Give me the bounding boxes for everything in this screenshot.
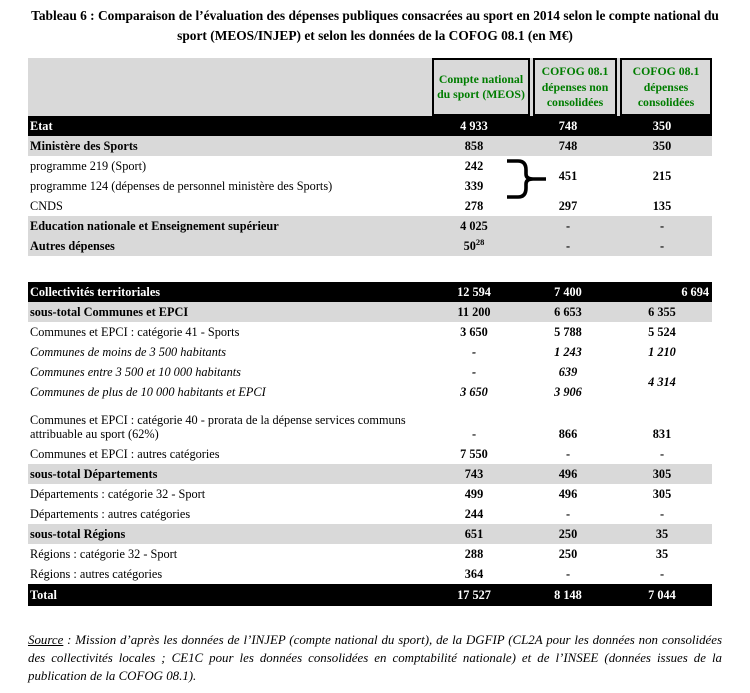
value-cell: 7 550 <box>460 447 488 462</box>
table-header-row <box>28 58 712 116</box>
table-row <box>28 464 712 484</box>
value-cell: 35 <box>655 547 669 562</box>
value-cell: 12 594 <box>424 282 524 302</box>
value-cell: 4 933 <box>424 116 524 136</box>
table-row <box>28 322 712 342</box>
row-label: Collectivités territoriales <box>28 282 424 302</box>
value-cell: 350 <box>612 136 712 156</box>
value-cell: 339 <box>464 179 484 194</box>
table-row <box>28 196 712 216</box>
source-label: Source <box>28 633 64 648</box>
value-cell: 242 <box>464 159 484 174</box>
value-cell: 35 <box>612 524 712 544</box>
row-label: Régions : autres catégories <box>30 567 163 582</box>
value-cell: 1 210 <box>648 345 676 360</box>
value-cell: 499 <box>464 487 484 502</box>
value-cell: 866 <box>558 427 578 442</box>
value-text: 50 <box>463 239 476 254</box>
row-label: CNDS <box>30 199 63 214</box>
section-gap <box>28 256 712 282</box>
table-row <box>28 484 712 504</box>
value-cell: 858 <box>424 136 524 156</box>
value-cell: 5 524 <box>648 325 676 340</box>
comparison-table <box>28 58 712 606</box>
row-label: Ministère des Sports <box>28 136 424 156</box>
value-cell: 305 <box>652 487 672 502</box>
value-cell: 6 694 <box>612 282 712 302</box>
value-cell: - <box>524 236 612 256</box>
value-cell: - <box>471 365 477 380</box>
value-cell: 244 <box>464 507 484 522</box>
value-cell: 1 243 <box>554 345 582 360</box>
value-cell: 651 <box>424 524 524 544</box>
collectivites-table <box>28 282 712 606</box>
row-label: sous-total Régions <box>28 524 424 544</box>
value-cell: 364 <box>464 567 484 582</box>
row-label: Education nationale et Enseignement supérieur <box>28 216 424 236</box>
value-cell-merged: 451 <box>558 169 578 184</box>
value-cell: 748 <box>524 116 612 136</box>
table-row <box>28 524 712 544</box>
value-cell <box>424 236 524 256</box>
value-cell: 4 025 <box>424 216 524 236</box>
value-cell: - <box>659 567 665 582</box>
value-cell: 288 <box>464 547 484 562</box>
row-label: Communes de plus de 10 000 habitants et EPCI <box>30 385 266 400</box>
value-cell: 297 <box>558 199 578 214</box>
value-cell: 5 788 <box>554 325 582 340</box>
row-label: Communes et EPCI : catégorie 41 - Sports <box>30 325 240 340</box>
value-cell: 748 <box>524 136 612 156</box>
table-row <box>28 362 712 382</box>
value-cell: 8 148 <box>524 584 612 606</box>
table-row <box>28 402 712 444</box>
value-cell: 305 <box>612 464 712 484</box>
table-row <box>28 382 712 402</box>
value-cell: - <box>565 567 571 582</box>
row-label: Départements : catégorie 32 - Sport <box>30 487 206 502</box>
value-cell: 17 527 <box>424 584 524 606</box>
value-cell: 3 906 <box>554 385 582 400</box>
row-label: Communes et EPCI : catégorie 40 - prorata de la dépense services communs attribuable au sport (62%) <box>30 412 406 442</box>
value-cell: 350 <box>612 116 712 136</box>
source-text: : Mission d’après les données de l’INJEP (compte national du sport), de la DGFIP (CL2A pour les données non consolidées des collectivités locales ; CE1C pour les données consolidées en comptabilité nationale) et de l’INSEE (données issues de la publication de la COFOG 08.1). <box>28 633 722 683</box>
table-title: Tableau 6 : Comparaison de l’évaluation des dépenses publiques consacrées au sport en 2014 selon le compte national du sport (MEOS/INJEP) et selon les données de la COFOG 08.1 (en M€) <box>31 8 719 44</box>
value-cell: 6 355 <box>612 302 712 322</box>
brace-icon <box>505 157 549 201</box>
table-row <box>28 156 712 176</box>
value-cell: - <box>612 236 712 256</box>
column-header-cofog-non-consolidees: COFOG 08.1 dépenses non consolidées <box>533 58 617 116</box>
row-label: Etat <box>28 116 424 136</box>
value-cell: 831 <box>652 427 672 442</box>
header-spacer <box>28 58 432 116</box>
table-row <box>28 302 712 322</box>
value-cell: - <box>659 507 665 522</box>
row-label: Total <box>28 584 424 606</box>
value-cell-merged: 215 <box>652 169 672 184</box>
table-row <box>28 584 712 606</box>
row-label: Communes entre 3 500 et 10 000 habitants <box>30 365 241 380</box>
row-label: Régions : catégorie 32 - Sport <box>30 547 178 562</box>
table-row <box>28 282 712 302</box>
value-cell: 3 650 <box>460 385 488 400</box>
table-row <box>28 564 712 584</box>
column-header-cofog-consolidees: COFOG 08.1 dépenses consolidées <box>620 58 712 116</box>
value-cell: 639 <box>558 365 578 380</box>
value-cell: 496 <box>524 464 612 484</box>
etat-table <box>28 116 712 256</box>
value-cell: 11 200 <box>424 302 524 322</box>
value-cell: - <box>471 345 477 360</box>
value-cell: 7 400 <box>524 282 612 302</box>
value-cell: 278 <box>464 199 484 214</box>
value-cell: - <box>612 216 712 236</box>
row-label: programme 124 (dépenses de personnel ministère des Sports) <box>30 179 333 194</box>
value-cell: - <box>565 447 571 462</box>
value-cell: - <box>659 447 665 462</box>
value-cell: 6 653 <box>524 302 612 322</box>
row-label: Communes de moins de 3 500 habitants <box>30 345 227 360</box>
table-row <box>28 236 712 256</box>
table-row <box>28 444 712 464</box>
value-cell: - <box>471 427 477 442</box>
row-label: sous-total Départements <box>28 464 424 484</box>
table-row <box>28 544 712 564</box>
value-cell: 250 <box>558 547 578 562</box>
column-header-meos: Compte national du sport (MEOS) <box>432 58 530 116</box>
table-row <box>28 116 712 136</box>
value-cell: 250 <box>524 524 612 544</box>
value-cell: 135 <box>652 199 672 214</box>
value-cell: 743 <box>424 464 524 484</box>
source-note <box>28 632 722 685</box>
value-cell: 7 044 <box>612 584 712 606</box>
row-label: sous-total Communes et EPCI <box>28 302 424 322</box>
footnote-superscript: 28 <box>475 237 485 248</box>
row-label: Autres dépenses <box>28 236 424 256</box>
value-cell: - <box>565 507 571 522</box>
row-label: programme 219 (Sport) <box>30 159 147 174</box>
value-cell: - <box>524 216 612 236</box>
table-row <box>28 216 712 236</box>
table-row <box>28 136 712 156</box>
row-label: Communes et EPCI : autres catégories <box>30 447 220 462</box>
table-row <box>28 504 712 524</box>
value-cell-merged: 4 314 <box>648 375 676 390</box>
table-row <box>28 342 712 362</box>
value-cell: 3 650 <box>460 325 488 340</box>
value-cell: 496 <box>558 487 578 502</box>
row-label: Départements : autres catégories <box>30 507 191 522</box>
